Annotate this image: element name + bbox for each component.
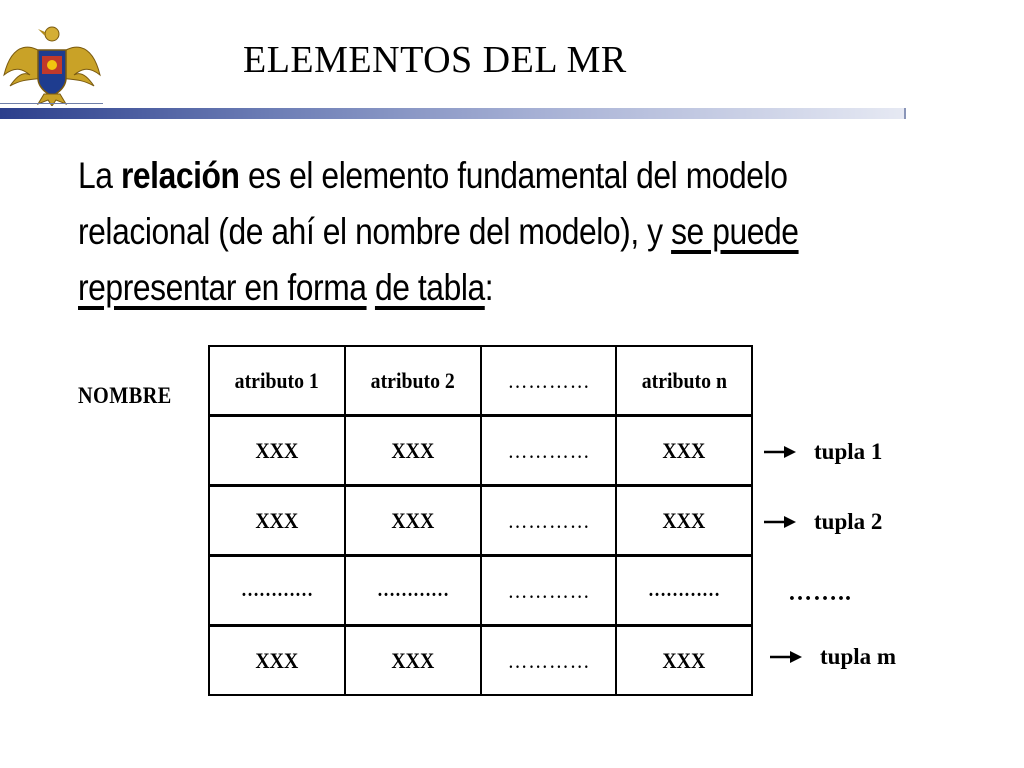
table-row (209, 486, 752, 556)
cell-value: XXX (662, 507, 706, 533)
table-cell (209, 416, 345, 486)
slide-title: ELEMENTOS DEL MR (243, 39, 627, 81)
right-arrow-icon (768, 647, 804, 667)
title-accent-bar (0, 108, 906, 119)
table-cell (345, 486, 481, 556)
table-cell (616, 486, 752, 556)
relation-table (208, 345, 753, 696)
paragraph-underlined-text: se puede representar en forma (78, 211, 799, 308)
tuple-label-2 (762, 509, 882, 535)
table-cell (209, 486, 345, 556)
cell-value: ………… (507, 577, 590, 603)
table-cell (345, 416, 481, 486)
paragraph-text: : (484, 267, 494, 308)
cell-value: ………… (241, 579, 313, 601)
cell-value: ………… (507, 437, 590, 463)
cell-value: ………… (648, 579, 720, 601)
tuple-text: tupla 2 (814, 509, 883, 534)
table-cell (616, 626, 752, 696)
cell-value: ………… (507, 647, 590, 673)
tuple-label-1 (762, 439, 882, 465)
cell-value: XXX (255, 437, 299, 463)
cell-value: XXX (391, 507, 435, 533)
table-header-row (209, 346, 752, 416)
cell-value: XXX (255, 647, 299, 673)
table-cell (209, 626, 345, 696)
table-cell (481, 626, 616, 696)
table-cell (616, 416, 752, 486)
table-cell (481, 486, 616, 556)
cell-value: XXX (255, 507, 299, 533)
tuple-label-m (768, 644, 896, 670)
table-row (209, 416, 752, 486)
relation-name-label: NOMBRE (78, 383, 172, 408)
paragraph-text: La (78, 155, 121, 196)
table-cell (209, 556, 345, 626)
paragraph-bold-term: relación (120, 155, 240, 196)
header-label: atributo n (641, 367, 727, 393)
cell-value: XXX (391, 647, 435, 673)
logo-divider (0, 103, 103, 104)
cell-value: XXX (391, 437, 435, 463)
cell-value: ………… (377, 579, 449, 601)
table-row (209, 556, 752, 626)
paragraph-space (367, 267, 375, 308)
paragraph-underlined-text: de tabla (374, 267, 485, 308)
header-label: ………… (507, 367, 590, 393)
header-label: atributo 1 (234, 367, 320, 393)
right-arrow-icon (762, 442, 798, 462)
tuple-text: tupla 1 (814, 439, 883, 464)
table-header-cell (345, 346, 481, 416)
table-cell (481, 556, 616, 626)
header-label: atributo 2 (370, 367, 456, 393)
right-arrow-icon (762, 512, 798, 532)
table-header-cell (481, 346, 616, 416)
cell-value: ………… (507, 507, 590, 533)
table-cell (345, 556, 481, 626)
table-header-cell (616, 346, 752, 416)
table-cell (345, 626, 481, 696)
university-eagle-crest-icon (2, 20, 102, 106)
table-cell (616, 556, 752, 626)
table-cell (481, 416, 616, 486)
table-row (209, 626, 752, 696)
tuple-ellipsis: …….. (788, 580, 852, 606)
paragraph-text: es el elemento fundamental del modelo relacional (de ahí el nombre del modelo), y (78, 155, 788, 252)
cell-value: XXX (662, 437, 706, 463)
cell-value: XXX (662, 647, 706, 673)
body-paragraph (78, 148, 856, 316)
tuple-text: tupla m (820, 644, 897, 669)
table-header-cell (209, 346, 345, 416)
